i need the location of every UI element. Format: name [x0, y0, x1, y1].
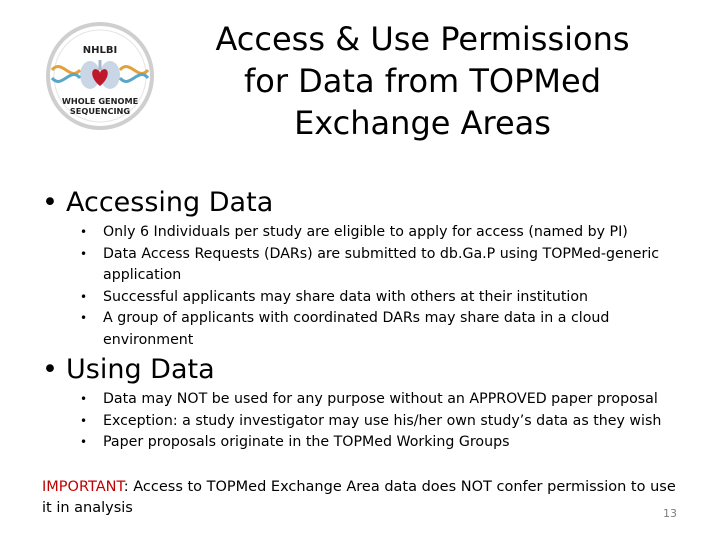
list-item: • A group of applicants with coordinated DARs may share data in a cloud environment	[80, 310, 610, 348]
nhlbi-wgs-logo	[44, 20, 156, 132]
title-line-3: Exchange Areas	[294, 104, 551, 142]
slide-title	[200, 18, 645, 144]
list-item: • Data may NOT be used for any purpose without an APPROVED paper proposal	[80, 389, 690, 411]
logo-bottom-line1: WHOLE GENOME	[61, 96, 139, 106]
bullet-icon: •	[42, 354, 58, 385]
section-heading-using: • Using Data	[42, 354, 215, 385]
important-label: IMPORTANT	[42, 479, 124, 495]
list-item: • Only 6 Individuals per study are eligible to apply for access (named by PI)	[80, 222, 690, 244]
bullet-icon: •	[80, 311, 88, 325]
title-line-2: for Data from TOPMed	[243, 62, 602, 100]
list-item: • Exception: a study investigator may use his/her own study’s data as they wish	[80, 411, 690, 433]
bullet-icon: •	[80, 289, 88, 304]
bullet-icon: •	[80, 392, 88, 406]
bullet-icon: •	[42, 187, 58, 218]
logo-bottom-line2: SEQUENCING	[69, 106, 131, 116]
bullet-icon: •	[80, 225, 88, 239]
using-data-list	[80, 389, 690, 454]
logo-top-text: NHLBI	[82, 45, 118, 56]
list-item: • Paper proposals originate in the TOPMed Working Groups	[80, 432, 690, 454]
bullet-icon: •	[80, 435, 88, 449]
important-text: : Access to TOPMed Exchange Area data does NOT confer permission to use it in analysis	[42, 479, 676, 516]
list-item: • Successful applicants may share data with others at their institution	[80, 287, 690, 309]
accessing-data-list	[80, 222, 690, 351]
important-note	[42, 477, 682, 519]
bullet-icon: •	[80, 246, 88, 261]
section-heading-accessing: • Accessing Data	[42, 187, 274, 218]
page-number: 13	[663, 507, 677, 520]
list-item: • Data Access Requests (DARs) are submitted to db.Ga.P using TOPMed-generic application	[80, 245, 660, 283]
title-line-1: Access & Use Permissions	[215, 20, 630, 58]
bullet-icon: •	[80, 413, 88, 428]
